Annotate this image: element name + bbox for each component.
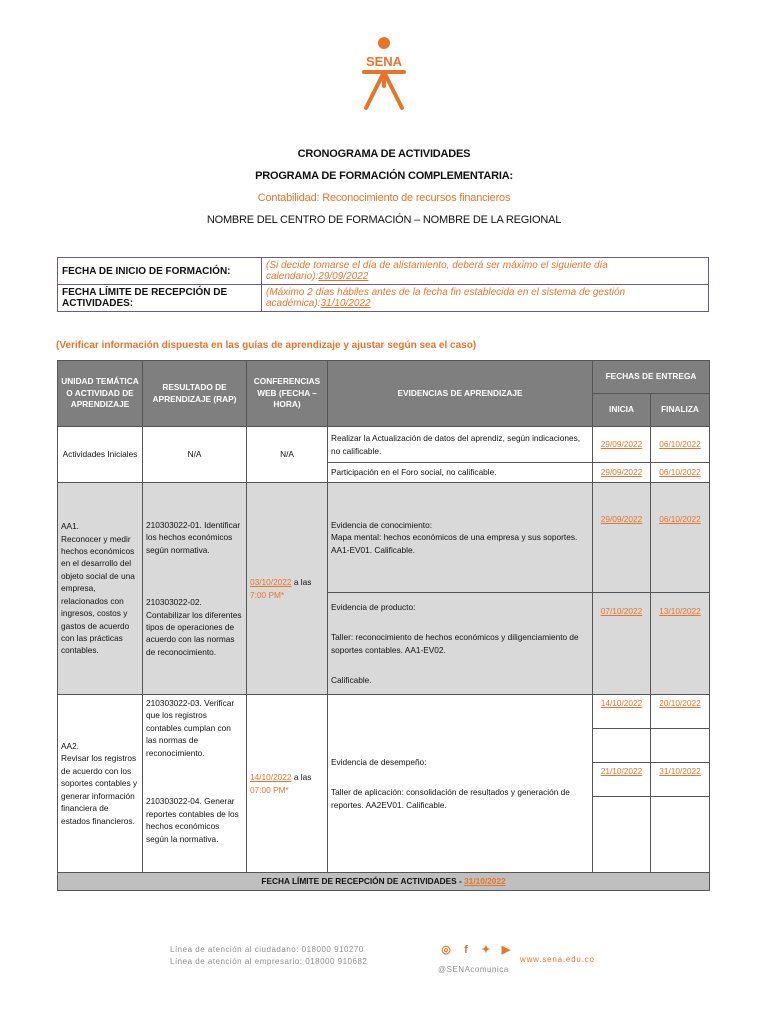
limit-label: FECHA LÍMITE DE RECEPCIÓN DE ACTIVIDADES: — [58, 285, 262, 312]
aa2-conf-time: 07:00 PM* — [250, 784, 289, 795]
aa1-ev-p-title: Evidencia de producto: — [331, 601, 416, 612]
aa2-ev-text: Taller de aplicación: consolidación de resultados y generación de reportes. AA2EV01. Calificable. — [331, 787, 570, 810]
aa2-conf-tail: a las — [291, 772, 312, 783]
social-icons — [440, 944, 512, 956]
schedule-table — [57, 360, 710, 891]
youtube-icon[interactable]: ▶ — [501, 944, 511, 956]
aa2-empty2-finaliza — [651, 797, 710, 873]
aa1-ev-k-title: Evidencia de conocimiento: — [331, 519, 433, 530]
limit-value — [262, 285, 709, 312]
aa2-d1-finaliza: 20/10/2022 — [651, 695, 710, 729]
aa1-unidad-text: Reconocer y medir hechos económicos en el desarrollo del objeto social de una empresa, relacionados con ingresos, costos y gastos de acuerdo con las prácticas contables. — [61, 533, 135, 656]
aa2-unidad-title: AA2. — [61, 740, 79, 751]
svg-text:SENA: SENA — [365, 54, 403, 69]
inicial-ev1-finaliza: 06/10/2022 — [651, 427, 710, 463]
aa2-empty-finaliza — [651, 729, 710, 763]
aa1-rap2: 210303022-02. Contabilizar los diferentes tipos de operaciones de acuerdo con las normas de reconocimiento. — [146, 597, 242, 657]
header-center: NOMBRE DEL CENTRO DE FORMACIÓN – NOMBRE DE LA REGIONAL — [206, 214, 562, 226]
aa2-conf — [247, 695, 328, 873]
inicial-unidad: Actividades Iniciales — [58, 427, 143, 483]
social-handle: @SENAcomunica — [438, 965, 509, 974]
aa2-empty2-inicia — [593, 797, 651, 873]
inicial-ev1-inicia: 29/09/2022 — [593, 427, 651, 463]
aa1-rap1: 210303022-01. Identificar los hechos económicos según normativa. — [146, 519, 241, 555]
business-line: Línea de atención al empresario: 018000 910682 — [170, 957, 368, 966]
citizen-line: Línea de atención al ciudadano: 018000 910270 — [170, 945, 364, 954]
twitter-icon[interactable]: ✦ — [481, 944, 491, 956]
aa1-unidad-title: AA1. — [61, 521, 79, 532]
aa2-ev — [328, 695, 593, 873]
aa2-ev-title: Evidencia de desempeño: — [331, 756, 427, 767]
aa2-rap1: 210303022-03. Verificar que los registros contables cumplan con las normas de reconocimiento. — [146, 698, 235, 758]
footer-date: 31/10/2022 — [464, 876, 506, 887]
col-fechas: FECHAS DE ENTREGA — [593, 361, 710, 394]
aa2-unidad — [58, 695, 143, 873]
header-title: CRONOGRAMA DE ACTIVIDADES — [297, 148, 471, 160]
col-inicia: INICIA — [593, 394, 651, 427]
aa1-d1-finaliza: 06/10/2022 — [651, 483, 710, 593]
footer-label: FECHA LÍMITE DE RECEPCIÓN DE ACTIVIDADES - — [261, 876, 465, 887]
limit-date: 31/10/2022 — [320, 298, 371, 309]
info-table — [57, 257, 709, 312]
aa2-d2-inicia: 21/10/2022 — [593, 763, 651, 797]
contact-lines — [170, 944, 367, 968]
aa2-empty-inicia — [593, 729, 651, 763]
inicial-rap: N/A — [143, 427, 247, 483]
limit-note: (Máximo 2 días hábiles antes de la fecha fin establecida en el sistema de gestión académica): — [266, 287, 626, 309]
aa1-ev-product — [328, 593, 593, 695]
col-evid: EVIDENCIAS DE APRENDIZAJE — [328, 361, 593, 427]
start-value — [262, 258, 709, 285]
col-conf: CONFERENCIAS WEB (FECHA – HORA) — [247, 361, 328, 427]
aa2-rap2: 210303022-04. Generar reportes contables de los hechos económicos según la normativa. — [146, 796, 239, 844]
header-course: Contabilidad: Reconocimiento de recursos financieros — [257, 192, 511, 204]
col-unidad: UNIDAD TEMÁTICA O ACTIVIDAD DE APRENDIZAJE — [58, 361, 143, 427]
aa2-conf-date: 14/10/2022 — [250, 772, 292, 783]
instagram-icon[interactable]: ◎ — [441, 944, 451, 956]
start-note: (Si decide tomarse el día de alistamiento, deberá ser máximo el siguiente día calendario): — [266, 260, 608, 282]
inicial-ev2: Participación en el Foro social, no calificable. — [328, 463, 593, 483]
col-finaliza: FINALIZA — [651, 394, 710, 427]
sena-logo — [358, 36, 410, 112]
facebook-icon[interactable]: f — [464, 944, 468, 956]
aa1-d1-inicia: 29/09/2022 — [593, 483, 651, 593]
aa1-ev-p-text: Taller: reconocimiento de hechos económicos y diligenciamiento de soportes contables. AA1-EV02. — [331, 632, 579, 655]
aa2-rap — [143, 695, 247, 873]
inicial-conf: N/A — [247, 427, 328, 483]
inicial-ev1: Realizar la Actualización de datos del aprendiz, según indicaciones, no calificable. — [328, 427, 593, 463]
aa1-ev-p-cal: Calificable. — [331, 674, 372, 685]
aa1-d2-inicia: 07/10/2022 — [593, 593, 651, 695]
table-footer — [58, 873, 710, 891]
col-rap: RESULTADO DE APRENDIZAJE (RAP) — [143, 361, 247, 427]
aa1-rap — [143, 483, 247, 695]
aa1-conf — [247, 483, 328, 695]
aa1-unidad — [58, 483, 143, 695]
aa1-ev-k-text: Mapa mental: hechos económicos de una empresa y sus soportes. AA1-EV01. Calificable. — [331, 532, 578, 555]
aa1-ev-knowledge — [328, 483, 593, 593]
aa1-conf-time: 7:00 PM* — [250, 589, 285, 600]
aa1-conf-date: 03/10/2022 — [250, 577, 292, 588]
aa2-d2-finaliza: 31/10/2022 — [651, 763, 710, 797]
inicial-ev2-inicia: 29/09/2022 — [593, 463, 651, 483]
aa2-unidad-text: Revisar los registros de acuerdo con los soportes contables y generar información financiera de estados financieros. — [61, 753, 138, 826]
verify-note: (Verificar información dispuesta en las guías de aprendizaje y ajustar según sea el caso) — [56, 340, 477, 351]
aa2-d1-inicia: 14/10/2022 — [593, 695, 651, 729]
website-link[interactable]: www.sena.edu.co — [520, 955, 595, 964]
aa1-d2-finaliza: 13/10/2022 — [651, 593, 710, 695]
aa1-conf-tail: a las — [291, 577, 312, 588]
start-date: 29/09/2022 — [318, 271, 369, 282]
header-program: PROGRAMA DE FORMACIÓN COMPLEMENTARIA: — [255, 170, 513, 182]
inicial-ev2-finaliza: 06/10/2022 — [651, 463, 710, 483]
start-label: FECHA DE INICIO DE FORMACIÓN: — [58, 258, 262, 285]
